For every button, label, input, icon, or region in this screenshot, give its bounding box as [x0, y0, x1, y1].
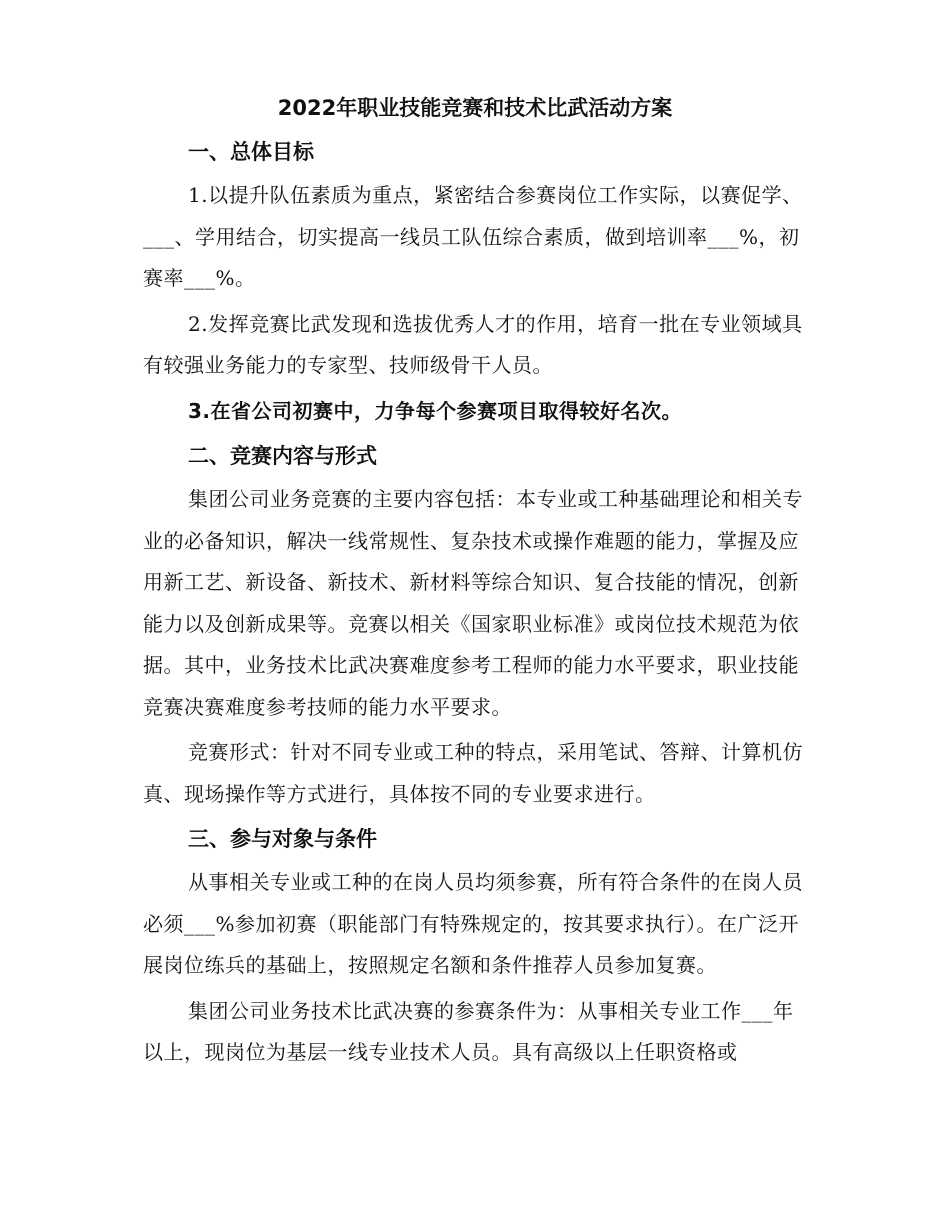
- section-heading-participants: 三、参与对象与条件: [188, 827, 377, 851]
- section-heading-goals: 一、总体目标: [188, 140, 314, 164]
- paragraph: 集团公司业务竞赛的主要内容包括：本专业或工种基础理论和相关专业的必备知识，解决一线常规性、复杂技术或操作难题的能力，掌握及应用新工艺、新设备、新技术、新材料等综合知识、复合技能的情况，创新能力以及创新成果等。竞赛以相关《国家职业标准》或岗位技术规范为依据。其中，业务技术比武决赛难度参考工程师的能力水平要求，职业技能竞赛决赛难度参考技师的能力水平要求。: [143, 487, 803, 719]
- paragraph: 从事相关专业或工种的在岗人员均须参赛，所有符合条件的在岗人员必须___%参加初赛（职能部门有特殊规定的，按其要求执行）。在广泛开展岗位练兵的基础上，按照规定名额和条件推荐人员参加复赛。: [143, 870, 803, 977]
- document-body: [143, 132, 807, 1074]
- paragraph: 1.以提升队伍素质为重点，紧密结合参赛岗位工作实际，以赛促学、___、学用结合，切实提高一线员工队伍综合素质，做到培训率___%，初赛率___%。: [143, 183, 803, 290]
- document-title: 2022年职业技能竞赛和技术比武活动方案: [277, 96, 673, 120]
- paragraph: 2.发挥竞赛比武发现和选拔优秀人才的作用，培育一批在专业领域具有较强业务能力的专家型、技师级骨干人员。: [143, 311, 803, 377]
- paragraph: 竞赛形式：针对不同专业或工种的特点，采用笔试、答辩、计算机仿真、现场操作等方式进行，具体按不同的专业要求进行。: [143, 740, 803, 806]
- paragraph: 集团公司业务技术比武决赛的参赛条件为：从事相关专业工作___年以上，现岗位为基层一线专业技术人员。具有高级以上任职资格或: [143, 998, 794, 1064]
- section-heading-content: 二、竞赛内容与形式: [188, 444, 377, 468]
- paragraph-bold: 3.在省公司初赛中，力争每个参赛项目取得较好名次。: [188, 398, 683, 423]
